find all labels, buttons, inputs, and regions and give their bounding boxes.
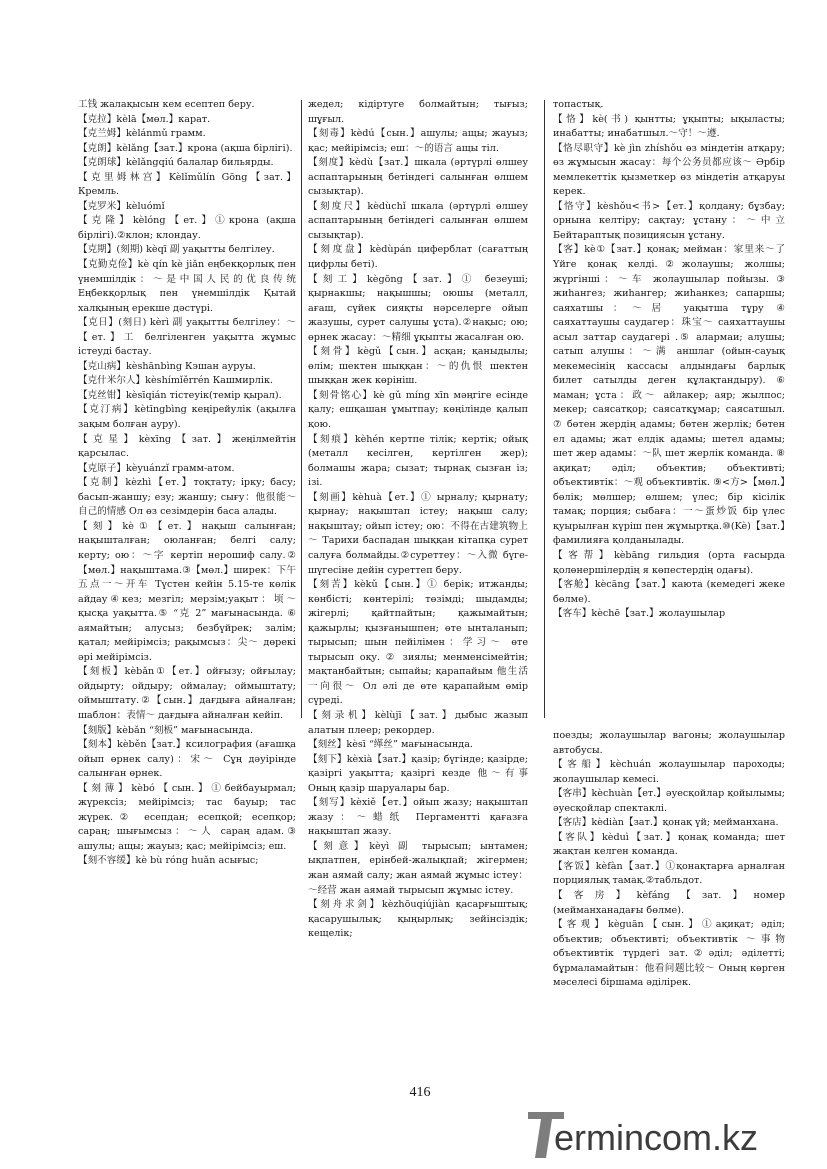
dictionary-entry: 【刻苦】kèkǔ【сын.】① берік; итжанды; көнбісті; көнтерілі; төзімді; шыдамды; жігерлі; қайтпайтын; қажымайтын; қажырлы; қызғанышпен; өте ынталанып; тырысып; шын пейілімен：学习～ өте тырысып оқу. ② зиялы; менменсімейтін; мақтанбайтын; сыпайы; қарапайым 他生活一向很～ Ол әлі де өте қарапайым өмір сүреді. [308,579,528,707]
dictionary-entry: 【克勤克俭】kè qín kè jiǎn еңбекқорлық пен үнемшілдік：～是中国人民的优良传统 Еңбекқорлық пен үнемшілдік Қытай халқының ерекше дәстүрі. [78,259,296,314]
dictionary-entry: 【克罗米】kèluómǐ [78,200,165,212]
dictionary-entry: 【克什米尔人】kèshímǐěrrén Кашмирлік. [78,375,274,387]
column-divider-2 [544,100,545,718]
dictionary-entry: 【恪守】kèshǒu<书>【ет.】қолдану; бұзбау; орнына келтіру; сақтау; ұстану：～中立 Бейтараптық позициясын ұстану. [553,200,785,241]
page-number: 416 [409,1085,431,1100]
text-column-1 [78,98,296,867]
dictionary-entry: 【客车】kèchē【зат.】жолаушылар [553,608,726,620]
dictionary-entry: 【克日】(刻日) kèrì 副 уақытты белгілеу：～【ет.】工 белгіленген уақытта жұмыс істеуді бастау. [78,317,296,358]
dictionary-entry: 【刻工】kègōng【зат.】① безеуші; қырнакшы; нақышшы; оюшы (металл, ағаш, сүйек сияқты нәрселерге ойып жазушы, сурет салушы ұста).②нақыс; ою; өрнек жасау：～精细 ұқыпты жасалған ою. [308,273,528,343]
dictionary-entry: 【刻舟求剑】kèzhōuqiújiàn қасарғыштық; қасарушылық; қыңырлық; зейінсіздік; кещелік; [308,899,528,940]
dictionary-entry: 【客】kè①【зат.】қонақ; мейман：家里来～了 Үйге қонақ келді.②жолаушы; жолшы; жүргінші：～车 жолаушылар пойызы. ③ жиһангез; жиһангер; жиһанкез; сапаршы; саяхатшы：～居 уақытша тұру ④ саяхаттаушы саудагер：珠宝～ саяхаттаушы асыл заттар саудагері .⑤ алармаи; алушы; сатып алушы：～满 аншлаг (ойын-сауық мекемесінің кассасы алдындағы барлық билет сатылды деген құлақтандыру). ⑥ маман; ұста：政～ айлакер; аяр; жылпос; мекер; саясатқор; саясатқұмар; саясатшыл. ⑦ бөтен жердің адамы; бөтен жерлік; бөтен ел адамы; жат елдік адамы; шетел адамы; шет жер адамы：～队 шет жерлік команда. ⑧ ақиқат; әділ; объектив; объективті; объективтік：～观 объективтік. ⑨<方>【мөл.】бөлік; мөлшер; өлшем; үлес; бір кісілік тамақ; порция; сыбаға：一～蛋炒饭 бір үлес қуырылған күріш пен жұмыртқа.⑩(Kè)【зат.】фамилияға қолданылады. [553,244,785,547]
text-column-2 [308,98,528,940]
dictionary-entry: 【恪尽职守】kè jìn zhíshǒu өз міндетін атқару; өз жұмысын жасау：每个公务员都应该～ Әрбір мемлекеттік қызметкер өз міндетін атқаруы керек. [553,142,785,198]
dictionary-entry: 【刻本】kèběn【зат.】ксилография (ағашқа ойып өрнек салу)：宋～ Сұң дәуірінде салынған өрнек. [78,739,296,780]
svg-text:ermincom.kz: ermincom.kz [554,1117,759,1158]
dictionary-entry: 【刻丝】kèsī “缂丝” мағынасында. [308,739,473,751]
watermark-logo [522,1106,814,1162]
dictionary-entry: 【刻画】kèhuà【ет.】① ырналу; қырнату; қырнау; нақыштап істеу; нақыш салу; нақыштау; ойып істеу; ою：不得在古建筑物上～ Тарихи баспадан шыққан кітапқа сурет салуға болмайды.②суреттеу：～入微 бүге-шүгесіне дейін суреттеп беру. [308,491,528,576]
dictionary-entry: 【刻意】kèyì 副 тырысып; ынтамен; ықпатпен, ерінбей-жалықпай; жігермен; жан аямай салу; жан аямай жұмыс істеу：～经营 жан аямай тырысып жұмыс істеу. [308,840,528,896]
dictionary-entry: 【克朗】kèlǎng【зат.】крона (ақша бірлігі). [78,142,293,154]
dictionary-entry: 【刻度尺】kèdùchǐ шкала (әртүрлі өлшеу аспаптарының бетіндегі салынған өлшем сызықтар). [308,200,528,241]
dictionary-entry: 【克朗球】kèlǎngqiú балалар бильярды. [78,157,274,169]
dictionary-entry: 【刻度盘】kèdùpán циферблат (сағаттың цифрлы беті). [308,244,528,271]
dictionary-entry: 【客串】kèchuàn【ет.】әуесқойлар қойылымы; әуесқойлар спектаклі. [553,788,785,814]
dictionary-entry: 工钱 жалақысын кем есептеп беру. [78,99,255,110]
dictionary-entry: 【客帮】kèbāng гильдия (орта ғасырда қолөнершілердің я көпестердің одағы). [553,549,785,576]
column-divider-1 [301,100,302,718]
termincom-logo-icon [522,1106,814,1162]
dictionary-entry: 【刻版】kèbǎn “刻板” мағынасында. [78,724,254,736]
dictionary-entry: 【客舱】kècāng【зат.】каюта (кемедегі жеке бөлме). [553,579,785,605]
dictionary-entry: 【克原子】kèyuánzǐ грамм-атом. [78,462,235,474]
dictionary-entry: 【恪】kè(书) қынтты; ұқыпты; ықыласты; инабатты; инабатшыл.～守！～遵. [553,113,785,140]
dictionary-entry: 【客观】kèguān【сын.】①ақиқат; әділ; объектив; объективті; объективтік ～事物 объективтік түрдегі зат.②әділ; әділетті; бұрмаламайтын：他看问题比较～ Оның көрген мәселесі біршама әділірек. [553,919,785,989]
dictionary-entry: 【客店】kèdiàn【зат.】қонақ үй; мейманхана. [553,817,779,829]
dictionary-entry: 【克丝钳】kèsīqián тістеуік(темір қырал). [78,389,282,401]
dictionary-entry: 【刻板】kèbǎn①【ет.】ойғызу; ойғылау; ойдырту; ойдыру; оймалау; оймыштату; оймыштату.②【сын.】дағдыға айналған; шаблон：表情～ дағдыға айналған кейіп. [78,666,296,721]
dictionary-entry: 【克星】kèxīng【зат.】жеңілмейтін қарсылас. [78,433,296,460]
dictionary-entry: 【刻录机】kèlùjī【зат.】дыбыс жазып алатын плеер; рекордер. [308,709,528,736]
dictionary-entry: 【刻度】kèdù【зат.】шкала (әртүрлі өлшеу аспаптарының бетіндегі салынған өлшем сызықтар). [308,157,528,198]
dictionary-entry: 【客房】kèfáng【зат.】номер (мейманханадағы бөлме). [553,890,785,916]
dictionary-entry: 【刻写】kèxiě【ет.】ойып жазу; нақыштап жазу：～蜡纸 Пергаментті қағазға нақыштап жазу. [308,797,528,838]
text-column-3-continued [553,729,785,1089]
dictionary-entry: 【克拉】kèlā【мөл.】карат. [78,113,211,125]
dictionary-entry: 【刻不容缓】kè bù róng huǎn асығыс; [78,855,259,867]
dictionary-entry: жедел; кідіртуге болмайтын; тығыз; шұғыл. [308,99,528,125]
dictionary-entry: топастық. [553,99,604,110]
dictionary-entry: поезды; жолаушылар вагоны; жолаушылар автобусы. [553,730,785,756]
dictionary-entry: 【刻】kè①【ет.】нақыш салынған; нақышталған; оюланған; белгі салу; керту; ою：～字 кертіп нерошиф салу.②【мөл.】нақыштама.③【мөл.】ширек：下午五点一～开车 Түстен кейін 5.15-те көлік айдау④кез; мезгіл; мерзім;уақыт：顷～ қысқа уақытта.⑤ “克 2” мағынасында. ⑥ аямайтын; алусыз; безбүйрек; залім; қатал; мейірімсіз; рақымсыз：尖～ дөрекі әрі мейірімсіз. [78,520,296,663]
text-column-3 [553,98,785,720]
dictionary-entry: 【刻骨铭心】kè gǔ míng xīn мәңгіге есінде қалу; ешқашан ұмытпау; көңілінде қалып қою. [308,389,528,431]
dictionary-entry: 【刻薄】kèbó【сын.】①бейбауырмал; жүрексіз; мейірімсіз; тас бауыр; тас жүрек.② есепдан; есепқой; есепқор; сараң; шығымсыз：～人 сараң адам.③ ашулы; ащы; жауыз; қас; мейірімсіз; еш. [78,782,296,852]
dictionary-entry: 【客饭】kèfàn【зат.】①қонақтарға арналған порциялық тамақ.②табльдот. [553,860,785,887]
dictionary-entry: 【克隆】kèlóng【ет.】①крона (ақша бірлігі).②клон; клондау. [78,215,296,241]
dictionary-entry: 【克期】(刻期) kèqī 副 уақытты белгілеу. [78,244,275,256]
dictionary-entry: 【克里姆林宫】Kèlǐmǔlín Gōng【зат.】Кремль. [78,171,296,198]
dictionary-entry: 【克制】kèzhì【ет.】тоқтату; ірку; басу; басып-жаншу; езу; жаншу; сығу：他很能～自己的情感 Ол өз сезімдерін баса алады. [78,477,296,518]
dictionary-entry: 【刻骨】kègǔ【сын.】асқан; қаныдылы; өлім; шектен шыққан：～的仇恨 шектен шыққан жек көрініш. [308,346,528,387]
dictionary-entry: 【客队】kèduì【зат.】қонақ команда; шет жақтан келген команда. [553,831,785,858]
dictionary-entry: 【克汀病】kètīngbìng кеңірейулік (ақылға зақым болған ауру). [78,404,296,431]
dictionary-entry: 【克山病】kèshānbìng Кэшан ауруы. [78,360,256,372]
dictionary-entry: 【克兰姆】kèlánmǔ грамм. [78,128,206,140]
dictionary-entry: 【刻痕】kèhén кертпе тілік; кертік; ойық (металл кесілген, кертілген жер); болмашы жара; сызат; тырнақ сызған із; ізі. [308,433,528,489]
dictionary-entry: 【刻毒】kèdú【сын.】ашулы; ащы; жауыз; қас; мейірімсіз; еш：～的语言 ащы тіл. [308,128,528,154]
dictionary-entry: 【刻下】kèxià【зат.】қазір; бүгінде; қазірде; қазіргі уақытта; қазіргі кезде 他～有事 Оның қазір шаруалары бар. [308,753,528,794]
dictionary-entry: 【客船】kèchuán жолаушылар пароходы; жолаушылар кемесі. [553,759,785,785]
